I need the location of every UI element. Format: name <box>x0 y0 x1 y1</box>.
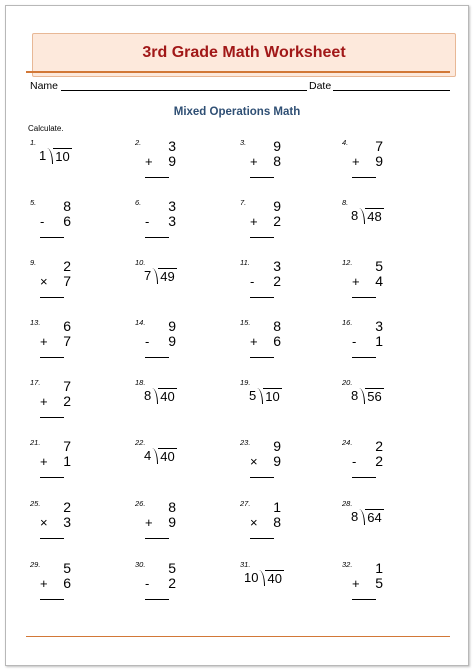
operator-symbol: + <box>352 576 360 591</box>
problem-item <box>342 258 442 316</box>
top-operand: 5 <box>168 560 176 576</box>
top-operand: 8 <box>63 198 71 214</box>
vertical-problem <box>142 199 182 249</box>
operator-symbol: + <box>352 274 360 289</box>
problem-number: 16. <box>342 318 353 327</box>
dividend: 40 <box>267 571 282 586</box>
problem-number: 31. <box>240 560 251 569</box>
answer-line[interactable] <box>145 177 169 178</box>
vertical-problem <box>142 500 182 550</box>
vertical-problem <box>349 319 389 369</box>
operator-symbol: × <box>250 454 258 469</box>
top-operand: 7 <box>63 378 71 394</box>
divisor: 5 <box>249 388 257 403</box>
dividend: 10 <box>55 149 70 164</box>
problem-item <box>30 138 130 196</box>
problem-item <box>135 378 235 436</box>
bottom-operand: 9 <box>168 514 176 530</box>
date-label: Date <box>309 80 332 92</box>
divisor: 10 <box>244 570 259 585</box>
operator-symbol: + <box>40 334 48 349</box>
bottom-operand: 1 <box>63 453 71 469</box>
bottom-operand: 2 <box>375 453 383 469</box>
vertical-problem <box>37 319 77 369</box>
bottom-operand: 6 <box>63 575 71 591</box>
bottom-operand: 5 <box>375 575 383 591</box>
problem-item <box>30 318 130 376</box>
top-operand: 3 <box>168 138 176 154</box>
operator-symbol: - <box>352 334 357 349</box>
problem-number: 20. <box>342 378 353 387</box>
bottom-operand: 3 <box>168 213 176 229</box>
bottom-operand: 2 <box>63 393 71 409</box>
answer-line[interactable] <box>40 237 64 238</box>
long-division-problem <box>39 148 72 168</box>
problem-item <box>240 138 340 196</box>
name-label: Name <box>30 80 59 92</box>
answer-line[interactable] <box>250 297 274 298</box>
problem-item <box>135 560 235 618</box>
operator-symbol: - <box>40 214 45 229</box>
problem-item <box>240 318 340 376</box>
top-operand: 2 <box>63 499 71 515</box>
vertical-problem <box>37 199 77 249</box>
problem-number: 12. <box>342 258 353 267</box>
operator-symbol: - <box>145 576 150 591</box>
dividend: 40 <box>160 389 175 404</box>
long-division-problem <box>144 448 177 468</box>
vertical-problem <box>247 199 287 249</box>
problem-number: 29. <box>30 560 41 569</box>
problem-number: 4. <box>342 138 349 147</box>
answer-line[interactable] <box>352 599 376 600</box>
bottom-operand: 9 <box>273 453 281 469</box>
bottom-operand: 8 <box>273 514 281 530</box>
name-date-row <box>30 80 450 96</box>
problem-number: 28. <box>342 499 353 508</box>
problem-item <box>342 499 442 557</box>
problem-item <box>135 438 235 496</box>
vertical-problem <box>37 259 77 309</box>
vertical-problem <box>349 139 389 189</box>
problem-number: 22. <box>135 438 146 447</box>
top-operand: 2 <box>63 258 71 274</box>
header-divider <box>26 71 450 73</box>
problem-item <box>240 258 340 316</box>
dividend: 48 <box>367 209 382 224</box>
name-field-line[interactable] <box>61 90 307 91</box>
divisor: 8 <box>351 208 359 223</box>
top-operand: 1 <box>273 499 281 515</box>
vertical-problem <box>247 259 287 309</box>
bottom-operand: 7 <box>63 273 71 289</box>
top-operand: 3 <box>375 318 383 334</box>
problem-item <box>135 138 235 196</box>
top-operand: 7 <box>63 438 71 454</box>
answer-line[interactable] <box>250 477 274 478</box>
top-operand: 7 <box>375 138 383 154</box>
problem-item <box>240 438 340 496</box>
top-operand: 3 <box>273 258 281 274</box>
vertical-problem <box>142 561 182 611</box>
top-operand: 9 <box>273 138 281 154</box>
problem-number: 15. <box>240 318 251 327</box>
problem-item <box>240 378 340 436</box>
vertical-problem <box>247 319 287 369</box>
problem-number: 27. <box>240 499 251 508</box>
problem-number: 10. <box>135 258 146 267</box>
vertical-problem <box>247 500 287 550</box>
top-operand: 9 <box>273 438 281 454</box>
bottom-operand: 7 <box>63 333 71 349</box>
problem-number: 32. <box>342 560 353 569</box>
bottom-operand: 2 <box>168 575 176 591</box>
problem-item <box>240 499 340 557</box>
problem-item <box>342 318 442 376</box>
vertical-problem <box>37 500 77 550</box>
divisor: 8 <box>144 388 152 403</box>
problem-number: 7. <box>240 198 247 207</box>
bottom-operand: 6 <box>63 213 71 229</box>
problem-item <box>30 258 130 316</box>
bottom-operand: 8 <box>273 153 281 169</box>
operator-symbol: + <box>352 154 360 169</box>
answer-line[interactable] <box>352 357 376 358</box>
operator-symbol: + <box>250 214 258 229</box>
top-operand: 8 <box>168 499 176 515</box>
vertical-problem <box>37 561 77 611</box>
operator-symbol: - <box>352 454 357 469</box>
top-operand: 2 <box>375 438 383 454</box>
problem-number: 6. <box>135 198 142 207</box>
vertical-problem <box>142 139 182 189</box>
problem-number: 9. <box>30 258 37 267</box>
answer-line[interactable] <box>145 357 169 358</box>
bottom-operand: 2 <box>273 213 281 229</box>
answer-line[interactable] <box>40 538 64 539</box>
dividend: 64 <box>367 510 382 525</box>
instruction-text: Calculate. <box>28 124 64 133</box>
top-operand: 5 <box>63 560 71 576</box>
worksheet-title: 3rd Grade Math Worksheet <box>142 44 346 61</box>
vertical-problem <box>349 561 389 611</box>
long-division-problem <box>351 509 384 529</box>
dividend: 40 <box>160 449 175 464</box>
answer-line[interactable] <box>250 177 274 178</box>
operator-symbol: - <box>145 334 150 349</box>
divisor: 7 <box>144 268 152 283</box>
long-division-problem <box>351 208 384 228</box>
problem-item <box>342 198 442 256</box>
operator-symbol: + <box>40 576 48 591</box>
top-operand: 6 <box>63 318 71 334</box>
operator-symbol: - <box>250 274 255 289</box>
answer-line[interactable] <box>250 357 274 358</box>
bottom-operand: 1 <box>375 333 383 349</box>
problem-item <box>342 138 442 196</box>
answer-line[interactable] <box>145 599 169 600</box>
answer-line[interactable] <box>352 477 376 478</box>
operator-symbol: × <box>250 515 258 530</box>
bottom-operand: 3 <box>63 514 71 530</box>
answer-line[interactable] <box>40 417 64 418</box>
vertical-problem <box>349 259 389 309</box>
vertical-problem <box>247 439 287 489</box>
problem-number: 30. <box>135 560 146 569</box>
problem-number: 17. <box>30 378 41 387</box>
divisor: 8 <box>351 388 359 403</box>
problem-number: 2. <box>135 138 142 147</box>
dividend: 49 <box>160 269 175 284</box>
problem-item <box>135 258 235 316</box>
problem-number: 19. <box>240 378 251 387</box>
problem-number: 21. <box>30 438 41 447</box>
divisor: 1 <box>39 148 47 163</box>
problem-item <box>342 438 442 496</box>
answer-line[interactable] <box>250 237 274 238</box>
problem-item <box>240 198 340 256</box>
answer-line[interactable] <box>40 477 64 478</box>
worksheet-subtitle: Mixed Operations Math <box>173 106 301 118</box>
problem-number: 1. <box>30 138 37 147</box>
top-operand: 9 <box>168 318 176 334</box>
top-operand: 1 <box>375 560 383 576</box>
problem-item <box>30 438 130 496</box>
vertical-problem <box>37 379 77 429</box>
bottom-operand: 4 <box>375 273 383 289</box>
answer-line[interactable] <box>145 237 169 238</box>
answer-line[interactable] <box>352 177 376 178</box>
problem-item <box>30 198 130 256</box>
problem-item <box>342 378 442 436</box>
problem-number: 5. <box>30 198 37 207</box>
answer-line[interactable] <box>250 538 274 539</box>
problem-number: 11. <box>240 258 250 267</box>
vertical-problem <box>142 319 182 369</box>
operator-symbol: + <box>40 454 48 469</box>
bottom-operand: 6 <box>273 333 281 349</box>
problem-number: 25. <box>30 499 41 508</box>
bottom-operand: 9 <box>168 153 176 169</box>
operator-symbol: - <box>145 214 150 229</box>
bottom-operand: 2 <box>273 273 281 289</box>
answer-line[interactable] <box>40 599 64 600</box>
long-division-problem <box>144 268 177 288</box>
long-division-problem <box>244 570 284 590</box>
problem-number: 13. <box>30 318 41 327</box>
answer-line[interactable] <box>40 357 64 358</box>
footer-divider <box>26 636 450 637</box>
answer-line[interactable] <box>40 297 64 298</box>
vertical-problem <box>349 439 389 489</box>
operator-symbol: × <box>40 274 48 289</box>
top-operand: 5 <box>375 258 383 274</box>
top-operand: 9 <box>273 198 281 214</box>
operator-symbol: + <box>40 394 48 409</box>
long-division-problem <box>351 388 384 408</box>
operator-symbol: × <box>40 515 48 530</box>
top-operand: 3 <box>168 198 176 214</box>
problem-item <box>30 499 130 557</box>
vertical-problem <box>37 439 77 489</box>
answer-line[interactable] <box>145 538 169 539</box>
date-field-line[interactable] <box>333 90 450 91</box>
problem-item <box>135 198 235 256</box>
dividend: 56 <box>367 389 382 404</box>
bottom-operand: 9 <box>375 153 383 169</box>
problem-number: 3. <box>240 138 247 147</box>
divisor: 4 <box>144 448 152 463</box>
problem-number: 14. <box>135 318 146 327</box>
operator-symbol: + <box>250 334 258 349</box>
dividend: 10 <box>265 389 280 404</box>
problem-item <box>135 499 235 557</box>
problem-number: 26. <box>135 499 146 508</box>
problem-number: 18. <box>135 378 146 387</box>
operator-symbol: + <box>145 515 153 530</box>
answer-line[interactable] <box>352 297 376 298</box>
bottom-operand: 9 <box>168 333 176 349</box>
problem-item <box>135 318 235 376</box>
problem-item <box>240 560 340 618</box>
problem-item <box>30 560 130 618</box>
long-division-problem <box>249 388 282 408</box>
vertical-problem <box>247 139 287 189</box>
problem-number: 24. <box>342 438 353 447</box>
operator-symbol: + <box>145 154 153 169</box>
divisor: 8 <box>351 509 359 524</box>
long-division-problem <box>144 388 177 408</box>
problem-item <box>30 378 130 436</box>
problem-number: 8. <box>342 198 349 207</box>
top-operand: 8 <box>273 318 281 334</box>
problem-number: 23. <box>240 438 251 447</box>
problem-item <box>342 560 442 618</box>
operator-symbol: + <box>250 154 258 169</box>
